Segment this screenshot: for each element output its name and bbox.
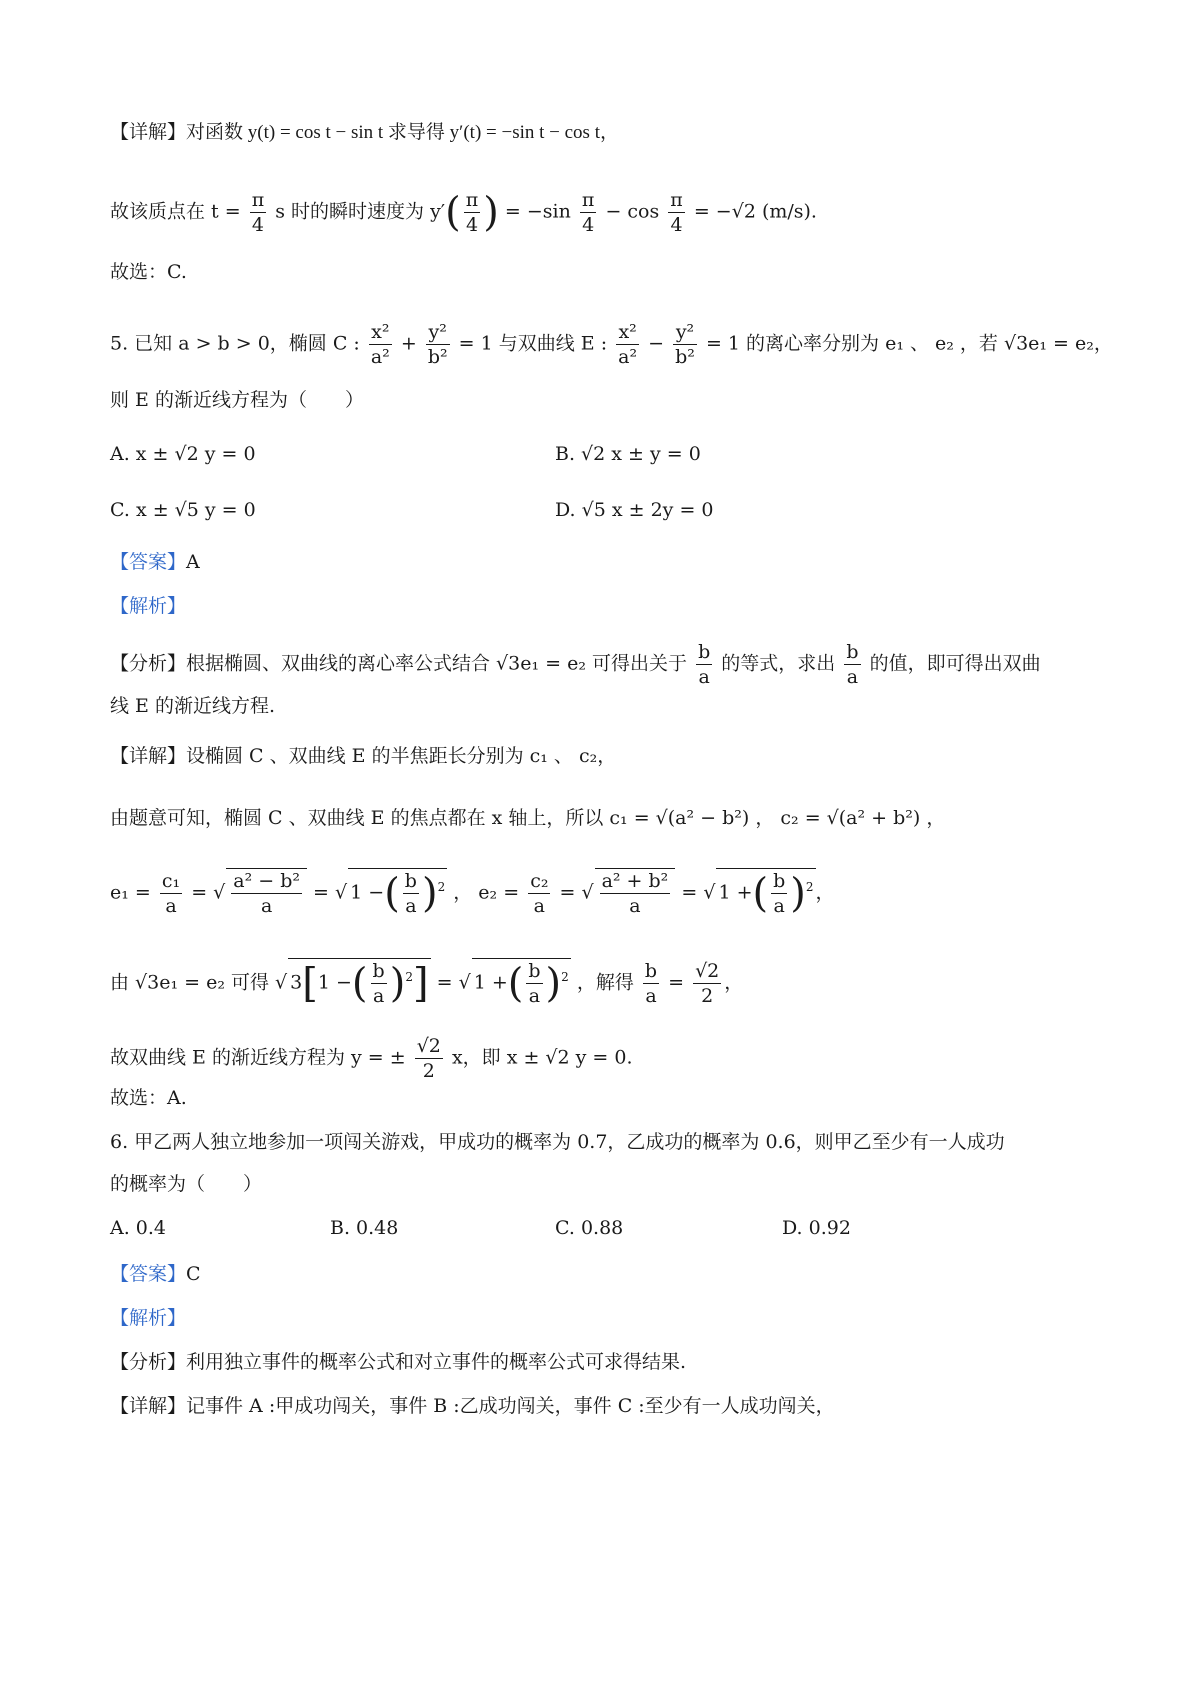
one-plus: 1 + bbox=[473, 971, 508, 994]
answer-value: A bbox=[186, 551, 200, 573]
frac-num: c₁ bbox=[161, 870, 181, 892]
frac-den: 4 bbox=[582, 214, 595, 236]
q5-eccentricity-line bbox=[110, 868, 1090, 918]
radical-sign: √ bbox=[581, 881, 594, 904]
velocity-text-a: 故该质点在 t = bbox=[110, 200, 241, 223]
b-over-a-fraction bbox=[771, 869, 787, 918]
b-over-a-fraction bbox=[371, 959, 387, 1008]
exponent: 2 bbox=[561, 970, 569, 985]
detail-label: 【详解】 bbox=[110, 121, 187, 143]
radical-sign: √ bbox=[703, 881, 716, 904]
paren-open: ( bbox=[384, 870, 400, 917]
frac-den: a bbox=[260, 895, 273, 917]
q6-text: 6. 甲乙两人独立地参加一项闯关游戏，甲成功的概率为 0.7，乙成功的概率为 0.6，则甲乙至少有一人成功 bbox=[110, 1131, 1005, 1153]
equals-sign: = bbox=[668, 971, 685, 994]
frac-num: b bbox=[773, 870, 786, 892]
select-line bbox=[110, 258, 1090, 286]
q6-line2-text: 的概率为（ ） bbox=[110, 1173, 263, 1195]
velocity-text-c: = −sin bbox=[504, 200, 571, 223]
paren-close: ) bbox=[790, 870, 806, 917]
frac-num: b bbox=[698, 641, 711, 663]
paren-close: ) bbox=[545, 960, 562, 1007]
frac-den: b² bbox=[427, 346, 448, 368]
frac-num: x² bbox=[616, 320, 639, 345]
solution-detail-line bbox=[110, 118, 1090, 147]
equals-sign: = bbox=[191, 881, 208, 904]
option-text: D. √5 x ± 2y = 0 bbox=[555, 499, 714, 521]
q6-analysis-line bbox=[110, 1348, 1090, 1376]
frac-den: a bbox=[165, 895, 177, 917]
option-text: A. x ± √2 y = 0 bbox=[110, 443, 256, 465]
exponent: 2 bbox=[437, 880, 446, 895]
paren-close: ) bbox=[421, 870, 438, 917]
q5-select-line bbox=[110, 1084, 1090, 1112]
frac-den: 4 bbox=[465, 214, 479, 236]
q5-text-b: = 1 与双曲线 E : bbox=[458, 332, 608, 355]
question-5-stem bbox=[110, 320, 1113, 369]
frac-num: π bbox=[465, 189, 479, 211]
exponent: 2 bbox=[405, 970, 413, 985]
detail-text: 记事件 A :甲成功闯关，事件 B :乙成功闯关，事件 C :至少有一人成功闯关， bbox=[186, 1395, 835, 1417]
radical-sign: √ bbox=[335, 881, 348, 904]
b-over-a-fraction bbox=[403, 869, 419, 918]
option-text: C. x ± √5 y = 0 bbox=[110, 499, 256, 521]
option-text: A. 0.4 bbox=[110, 1217, 167, 1239]
answer-label: 【答案】 bbox=[110, 1263, 187, 1285]
paren-open: ( bbox=[445, 189, 461, 236]
frac-den: a bbox=[372, 985, 385, 1007]
c1-over-a-fraction bbox=[160, 869, 182, 918]
select-text: 故选：C. bbox=[110, 261, 187, 283]
frac-num: b bbox=[528, 960, 541, 982]
comma: ， bbox=[724, 971, 744, 994]
select-text: 故选：A. bbox=[110, 1087, 187, 1109]
frac-num: √2 bbox=[695, 960, 720, 982]
one-minus: 1 − bbox=[317, 971, 352, 994]
frac-den: a bbox=[405, 895, 417, 917]
radical-sign: √ bbox=[275, 971, 288, 994]
question-6-line2 bbox=[110, 1170, 1090, 1198]
radicand bbox=[348, 868, 447, 918]
frac-den: 2 bbox=[701, 985, 714, 1007]
paren-close: ) bbox=[483, 189, 499, 236]
analysis-tag: 【分析】 bbox=[110, 1351, 187, 1373]
analysis-text: 利用独立事件的概率公式和对立事件的概率公式可求得结果. bbox=[186, 1351, 687, 1373]
frac-num: a² − b² bbox=[233, 870, 300, 892]
paren-close: ) bbox=[389, 960, 406, 1007]
pi-over-4-fraction bbox=[250, 188, 267, 237]
option-text: B. 0.48 bbox=[330, 1217, 399, 1239]
paren-open: ( bbox=[752, 870, 769, 917]
frac-den: a bbox=[629, 895, 641, 917]
hyperbola-y-fraction bbox=[673, 320, 697, 369]
equals-sign: = bbox=[436, 971, 453, 994]
frac-num: x² bbox=[369, 320, 392, 345]
question-6-stem bbox=[110, 1128, 1090, 1156]
b-over-a-fraction bbox=[526, 959, 542, 1008]
velocity-text-b: s 时的瞬时速度为 y′ bbox=[275, 200, 446, 223]
radicand bbox=[226, 868, 307, 918]
hyperbola-x-fraction bbox=[616, 320, 639, 369]
frac-den: a² bbox=[370, 346, 390, 368]
q6-analysis-heading bbox=[110, 1304, 1090, 1332]
e1-label: e₁ = bbox=[110, 881, 151, 904]
bracket-close: ] bbox=[412, 960, 429, 1007]
q5-analysis-line2 bbox=[110, 692, 1090, 720]
q5-analysis-line bbox=[110, 640, 1090, 689]
frac-num: y² bbox=[426, 320, 450, 345]
pi-over-4-fraction bbox=[464, 188, 481, 237]
sqrt2-over-2-fraction bbox=[693, 959, 721, 1008]
b-over-a-fraction bbox=[696, 640, 712, 689]
velocity-line bbox=[110, 188, 1090, 237]
detail-tag: 【详解】 bbox=[110, 745, 187, 767]
frac-num: π bbox=[581, 189, 595, 211]
frac-num: y² bbox=[673, 320, 697, 345]
frac-num: π bbox=[251, 189, 265, 211]
analysis-label: 【解析】 bbox=[110, 595, 187, 617]
detail-tag: 【详解】 bbox=[110, 1395, 187, 1417]
analysis-tag: 【分析】 bbox=[110, 652, 187, 675]
equals-sign: = bbox=[559, 881, 576, 904]
exponent: 2 bbox=[805, 880, 814, 895]
pi-over-4-fraction bbox=[580, 188, 597, 237]
answer-label: 【答案】 bbox=[110, 551, 187, 573]
frac-den: a² bbox=[618, 346, 638, 368]
q5-analysis-heading bbox=[110, 592, 1090, 620]
minus-sign: − bbox=[648, 332, 665, 355]
ellipse-y-fraction bbox=[426, 320, 450, 369]
radicand-fraction bbox=[600, 869, 671, 918]
solve-text-a: 由 √3e₁ = e₂ 可得 bbox=[110, 971, 269, 994]
option-text: C. 0.88 bbox=[555, 1217, 624, 1239]
frac-num: b bbox=[372, 960, 385, 982]
radicand bbox=[472, 958, 571, 1008]
q6-option-b bbox=[330, 1214, 398, 1242]
frac-den: 4 bbox=[251, 214, 264, 236]
q5-detail-line1 bbox=[110, 742, 1090, 770]
analysis-text-a: 根据椭圆、双曲线的离心率公式结合 √3e₁ = e₂ 可得出关于 bbox=[186, 652, 688, 675]
q6-detail-line bbox=[110, 1392, 1090, 1420]
frac-den: a bbox=[533, 895, 545, 917]
detail-text: 设椭圆 C 、双曲线 E 的半焦距长分别为 c₁ 、 c₂， bbox=[186, 745, 617, 767]
radical-sign: √ bbox=[213, 881, 226, 904]
q5-option-d bbox=[555, 496, 714, 524]
ellipse-x-fraction bbox=[369, 320, 392, 369]
coefficient: 3 bbox=[290, 971, 303, 994]
sqrt2-over-2-fraction bbox=[415, 1034, 443, 1083]
b-over-a-fraction bbox=[844, 640, 860, 689]
one-plus: 1 + bbox=[718, 881, 753, 904]
radical-sign: √ bbox=[458, 971, 471, 994]
pi-over-4-fraction bbox=[668, 188, 685, 237]
analysis-line2-text: 线 E 的渐近线方程. bbox=[110, 695, 275, 717]
frac-num: π bbox=[670, 189, 683, 211]
b-over-a-fraction bbox=[643, 959, 659, 1008]
radicand bbox=[716, 868, 815, 918]
frac-den: a bbox=[528, 985, 541, 1007]
frac-den: a bbox=[846, 666, 859, 688]
q5-line2-text: 则 E 的渐近线方程为（ ） bbox=[110, 389, 364, 411]
one-minus: 1 − bbox=[350, 881, 385, 904]
velocity-result: = −√2 (m/s). bbox=[693, 200, 817, 223]
comma: ， bbox=[815, 881, 835, 904]
q6-answer-line bbox=[110, 1260, 1090, 1288]
paren-open: ( bbox=[351, 960, 368, 1007]
frac-num: √2 bbox=[416, 1035, 441, 1057]
frac-num: b bbox=[404, 870, 417, 892]
q6-option-c bbox=[555, 1214, 623, 1242]
q5-detail-line2 bbox=[110, 804, 1090, 832]
q5-text-a: 5. 已知 a > b > 0，椭圆 C : bbox=[110, 332, 360, 355]
q5-text-c: = 1 的离心率分别为 e₁ 、 e₂ ，若 √3e₁ = e₂， bbox=[705, 332, 1113, 355]
frac-num: b bbox=[644, 960, 658, 982]
radicand bbox=[595, 868, 676, 918]
c2-over-a-fraction bbox=[528, 869, 550, 918]
analysis-text-b: 的等式，求出 bbox=[721, 652, 836, 675]
q6-option-d bbox=[782, 1214, 851, 1242]
plus-sign: + bbox=[400, 332, 417, 355]
detail-text: 由题意可知，椭圆 C 、双曲线 E 的焦点都在 x 轴上，所以 c₁ = √(a² − b²) ， c₂ = √(a² + b²) ， bbox=[110, 807, 946, 829]
equals-sign: = bbox=[313, 881, 329, 904]
e2-label: ， e₂ = bbox=[453, 881, 520, 904]
asymptote-text-b: x，即 x ± √2 y = 0. bbox=[451, 1046, 633, 1069]
frac-num: c₂ bbox=[530, 870, 549, 892]
q5-option-b bbox=[555, 440, 701, 468]
frac-den: a bbox=[698, 666, 710, 688]
q6-option-a bbox=[110, 1214, 166, 1242]
velocity-text-d: − cos bbox=[605, 200, 660, 223]
equals-sign: = bbox=[681, 881, 698, 904]
q5-solve-line bbox=[110, 958, 1090, 1008]
radicand bbox=[288, 958, 430, 1008]
answer-value: C bbox=[186, 1263, 201, 1285]
question-5-line2 bbox=[110, 386, 1090, 414]
frac-den: 4 bbox=[670, 214, 683, 236]
q5-answer-line bbox=[110, 548, 1090, 576]
frac-den: 2 bbox=[422, 1060, 435, 1082]
bracket-open: [ bbox=[302, 960, 318, 1007]
frac-num: b bbox=[846, 641, 859, 663]
frac-num: a² + b² bbox=[601, 870, 669, 892]
radicand-fraction bbox=[231, 869, 302, 918]
paren-open: ( bbox=[507, 960, 524, 1007]
frac-den: a bbox=[645, 985, 657, 1007]
derivative-text: 对函数 y(t) = cos t − sin t 求导得 y′(t) = −sin t − cos t， bbox=[186, 122, 619, 143]
solve-text-b: ，解得 bbox=[576, 971, 634, 994]
q5-option-a bbox=[110, 440, 256, 468]
frac-den: b² bbox=[675, 346, 695, 368]
asymptote-text-a: 故双曲线 E 的渐近线方程为 y = ± bbox=[110, 1046, 406, 1069]
q5-asymptote-line bbox=[110, 1034, 1090, 1083]
analysis-label: 【解析】 bbox=[110, 1307, 187, 1329]
option-text: B. √2 x ± y = 0 bbox=[555, 443, 701, 465]
frac-den: a bbox=[773, 895, 785, 917]
analysis-text-c: 的值，即可得出双曲 bbox=[869, 652, 1041, 675]
q5-option-c bbox=[110, 496, 256, 524]
option-text: D. 0.92 bbox=[782, 1217, 851, 1239]
